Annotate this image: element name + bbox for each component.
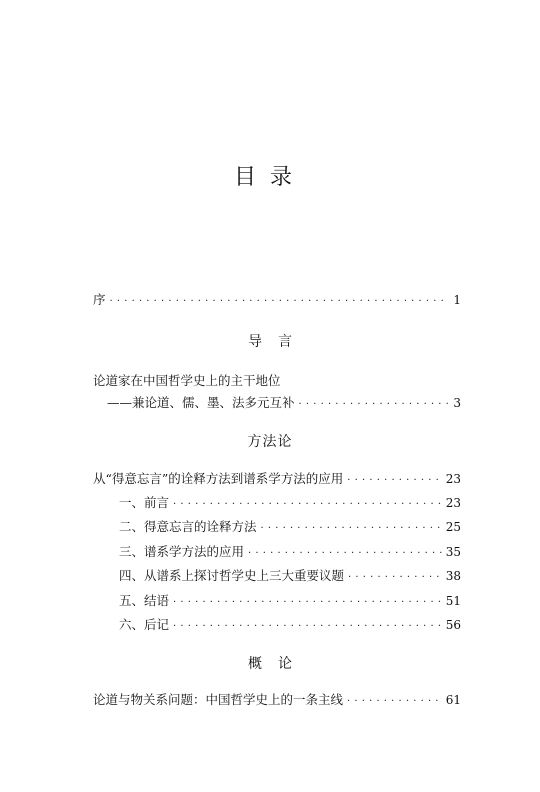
page-title: 目录 (233, 165, 306, 190)
toc-entry-main[interactable] (93, 690, 461, 708)
toc-entry-label: 五、结语 (119, 593, 170, 608)
toc-entry-main[interactable] (93, 469, 461, 487)
toc-page-number: 61 (445, 693, 461, 707)
toc-page-number: 25 (445, 520, 461, 534)
dot-leader (347, 696, 442, 707)
dot-leader (173, 499, 442, 510)
toc-page-number: 23 (445, 472, 461, 486)
toc-entry-label: 六、后记 (119, 617, 170, 632)
toc-subentry[interactable] (119, 615, 461, 633)
toc-entry-label: 三、谱系学方法的应用 (119, 544, 245, 559)
toc-page-number: 38 (445, 569, 461, 583)
toc-entry-title[interactable]: 论道家在中国哲学史上的主干地位 (93, 373, 281, 388)
toc-entry-label: 论道与物关系问题：中国哲学史上的一条主线 (93, 692, 344, 707)
toc-page-number: 35 (445, 545, 461, 559)
toc-page-number: 1 (453, 293, 461, 307)
toc-subentry[interactable] (119, 591, 461, 609)
dot-leader (347, 475, 441, 486)
toc-subentry[interactable] (119, 566, 461, 584)
toc-subentry[interactable] (119, 542, 461, 560)
toc-page-number: 51 (445, 594, 461, 608)
toc-subentry[interactable] (119, 493, 461, 511)
toc-page-number: 23 (445, 496, 461, 510)
toc-page-number: 3 (453, 396, 461, 410)
dot-leader (299, 399, 450, 410)
toc-entry-label: 从“得意忘言”的诠释方法到谱系学方法的应用 (93, 471, 344, 486)
toc-entry-label: 序 (93, 292, 106, 307)
toc-entry-label: 一、前言 (119, 495, 170, 510)
dot-leader (348, 572, 442, 583)
section-heading-overview: 概论 (248, 656, 308, 672)
toc-entry-subtitle-row[interactable] (107, 393, 461, 411)
dot-leader (248, 548, 442, 559)
dot-leader (110, 296, 450, 307)
toc-entry-label: 四、从谱系上探讨哲学史上三大重要议题 (119, 568, 345, 583)
toc-entry-preface[interactable] (93, 290, 461, 308)
toc-page-number: 56 (445, 618, 461, 632)
section-heading-methodology: 方法论 (247, 434, 293, 450)
dot-leader (173, 597, 442, 608)
toc-entry-subtitle: ——兼论道、儒、墨、法多元互补 (107, 395, 295, 410)
section-heading-introduction: 导言 (248, 334, 308, 350)
toc-entry-label: 二、得意忘言的诠释方法 (119, 519, 257, 534)
dot-leader (173, 621, 442, 632)
toc-subentry[interactable] (119, 517, 461, 535)
dot-leader (261, 523, 442, 534)
